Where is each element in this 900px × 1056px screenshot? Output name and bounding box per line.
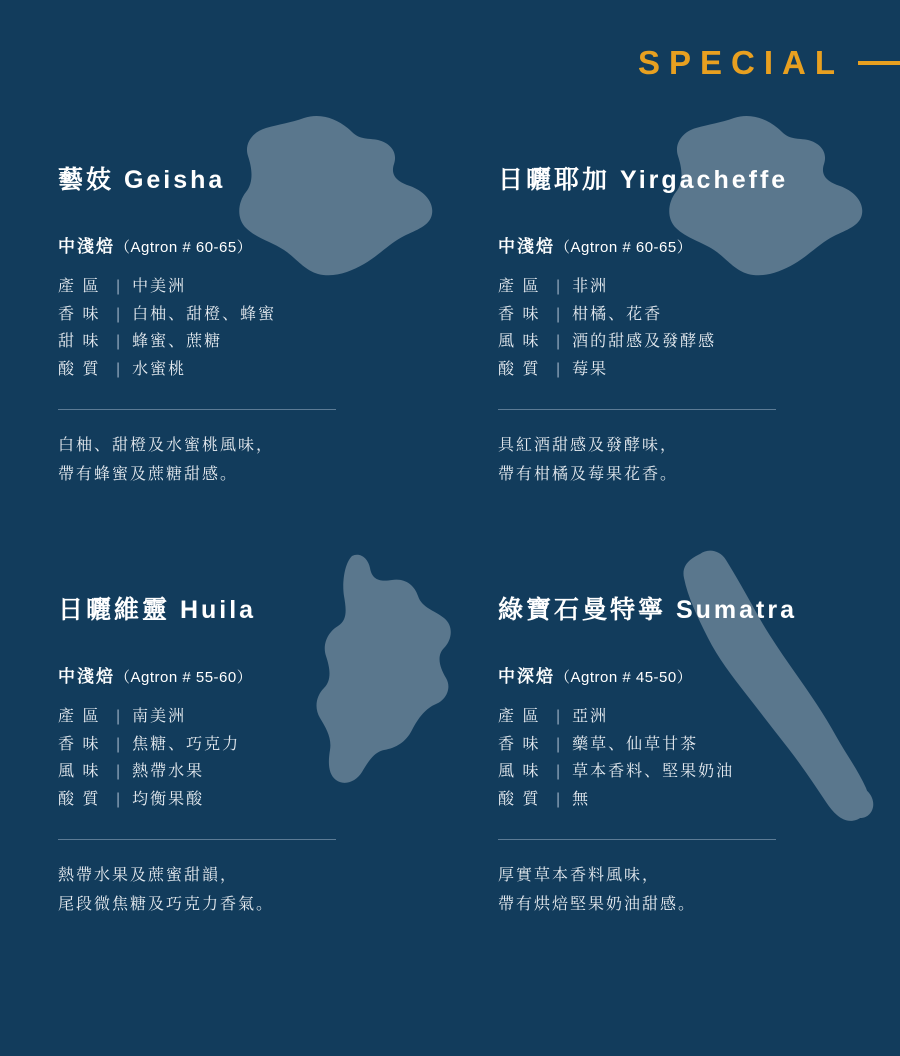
description-line: 具紅酒甜感及發酵味， <box>498 437 679 455</box>
spec-value: 非洲 <box>572 278 609 295</box>
divider <box>58 839 336 840</box>
spec-label: 產 區 <box>498 708 541 725</box>
spec-row <box>58 301 488 329</box>
coffee-name: 藝妓 Geisha <box>58 166 226 194</box>
spec-value: 蜂蜜、蔗糖 <box>132 333 223 351</box>
spec-separator: | <box>116 278 123 295</box>
coffee-name: 日曬維靈 Huila <box>58 596 257 624</box>
divider <box>58 409 336 410</box>
spec-row <box>58 758 488 786</box>
roast-level <box>498 232 900 257</box>
spec-row <box>58 786 488 814</box>
spec-value: 熱帶水果 <box>132 763 205 781</box>
coffee-item <box>498 590 900 1020</box>
spec-label: 產 區 <box>58 278 101 295</box>
spec-separator: | <box>556 305 563 323</box>
spec-label: 產 區 <box>498 278 541 295</box>
spec-row <box>498 356 900 384</box>
spec-separator: | <box>116 360 123 378</box>
spec-list <box>498 703 900 813</box>
spec-label: 甜 味 <box>58 333 101 351</box>
spec-label: 香 味 <box>498 305 541 323</box>
spec-separator: | <box>116 708 123 725</box>
spec-separator: | <box>556 790 563 808</box>
coffee-description <box>498 432 900 489</box>
roast-level <box>498 662 900 687</box>
coffee-name: 綠寶石曼特寧 Sumatra <box>498 596 797 624</box>
page-header <box>638 46 900 79</box>
roast-level <box>58 662 488 687</box>
spec-value: 草本香料、堅果奶油 <box>572 763 735 781</box>
roast-label: 中淺焙 <box>498 237 555 256</box>
spec-separator: | <box>116 790 123 808</box>
spec-value: 中美洲 <box>132 278 187 295</box>
description-line: 尾段微焦糖及巧克力香氣。 <box>58 895 275 913</box>
divider <box>498 409 776 410</box>
spec-label: 香 味 <box>58 305 101 323</box>
spec-label: 香 味 <box>58 735 101 753</box>
coffee-name: 日曬耶加 Yirgacheffe <box>498 166 789 194</box>
spec-separator: | <box>556 735 563 753</box>
spec-value: 無 <box>572 790 591 808</box>
spec-row <box>58 328 488 356</box>
spec-label: 酸 質 <box>58 360 101 378</box>
coffee-item <box>498 160 900 590</box>
spec-separator: | <box>556 333 563 351</box>
roast-label: 中淺焙 <box>58 237 115 256</box>
header-rule <box>858 61 900 65</box>
description-line: 白柚、甜橙及水蜜桃風味， <box>58 437 275 455</box>
spec-separator: | <box>116 735 123 753</box>
spec-row <box>498 786 900 814</box>
spec-list <box>498 273 900 383</box>
spec-label: 風 味 <box>58 763 101 781</box>
spec-separator: | <box>116 333 123 351</box>
description-line: 厚實草本香料風味， <box>498 867 661 885</box>
spec-value: 焦糖、巧克力 <box>132 735 241 753</box>
page-title: SPECIAL <box>637 44 844 81</box>
roast-level <box>58 232 488 257</box>
spec-row <box>498 273 900 301</box>
spec-label: 酸 質 <box>498 360 541 378</box>
spec-row <box>498 328 900 356</box>
spec-separator: | <box>116 763 123 781</box>
spec-label: 風 味 <box>498 333 541 351</box>
roast-label: 中深焙 <box>498 667 555 686</box>
spec-row <box>498 758 900 786</box>
spec-separator: | <box>556 360 563 378</box>
coffee-description <box>58 432 488 489</box>
spec-row <box>498 301 900 329</box>
spec-label: 產 區 <box>58 708 101 725</box>
coffee-description <box>58 862 488 919</box>
spec-value: 酒的甜感及發酵感 <box>572 333 717 351</box>
agtron-value: （Agtron # 60-65） <box>115 239 253 256</box>
description-line: 帶有柑橘及莓果花香。 <box>498 465 679 483</box>
coffee-item <box>58 590 488 1020</box>
roast-label: 中淺焙 <box>58 667 115 686</box>
spec-separator: | <box>556 278 563 295</box>
spec-separator: | <box>556 763 563 781</box>
description-line: 帶有蜂蜜及蔗糖甜感。 <box>58 465 239 483</box>
agtron-value: （Agtron # 60-65） <box>555 239 693 256</box>
coffee-items-grid <box>0 160 900 1020</box>
description-line: 熱帶水果及蔗蜜甜韻， <box>58 867 239 885</box>
spec-value: 藥草、仙草甘茶 <box>572 735 699 753</box>
spec-label: 風 味 <box>498 763 541 781</box>
spec-list <box>58 703 488 813</box>
spec-value: 白柚、甜橙、蜂蜜 <box>132 305 277 323</box>
spec-row <box>58 273 488 301</box>
coffee-item <box>58 160 488 590</box>
spec-value: 莓果 <box>572 360 609 378</box>
spec-list <box>58 273 488 383</box>
spec-value: 水蜜桃 <box>132 360 187 378</box>
spec-row <box>498 703 900 731</box>
spec-row <box>58 703 488 731</box>
coffee-description <box>498 862 900 919</box>
spec-label: 酸 質 <box>498 790 541 808</box>
spec-value: 均衡果酸 <box>132 790 205 808</box>
divider <box>498 839 776 840</box>
spec-label: 香 味 <box>498 735 541 753</box>
spec-row <box>58 356 488 384</box>
spec-value: 柑橘、花香 <box>572 305 663 323</box>
agtron-value: （Agtron # 45-50） <box>555 669 693 686</box>
spec-separator: | <box>116 305 123 323</box>
spec-value: 南美洲 <box>132 708 187 725</box>
spec-separator: | <box>556 708 563 725</box>
spec-row <box>58 731 488 759</box>
spec-row <box>498 731 900 759</box>
spec-value: 亞洲 <box>572 708 609 725</box>
agtron-value: （Agtron # 55-60） <box>115 669 253 686</box>
description-line: 帶有烘焙堅果奶油甜感。 <box>498 895 697 913</box>
spec-label: 酸 質 <box>58 790 101 808</box>
